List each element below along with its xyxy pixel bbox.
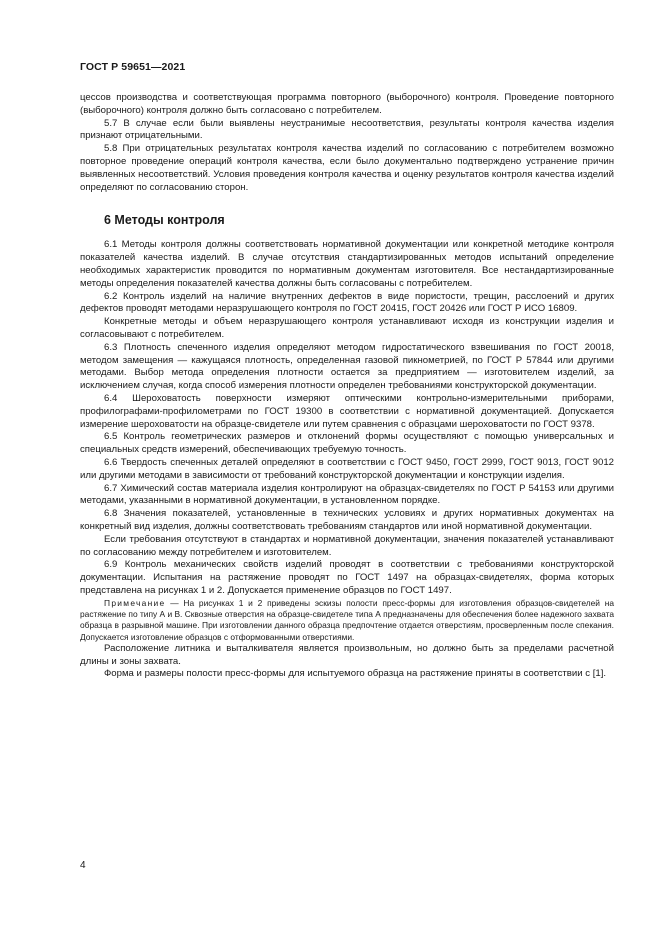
paragraph-gate-location: Расположение литника и выталкивателя является произвольным, но должно быть за пределами расчетной длины и зоны захвата. — [80, 642, 614, 667]
page-number: 4 — [80, 860, 86, 871]
note-text: — На рисунках 1 и 2 приведены эскизы полости пресс-формы для изготовления образцов-свидетелей на растяжение по типу А и В. Сквозные отверстия на образце-свидетеле типа А предназначены для обеспечения более надежного захвата образца в разрывной машине. При изготовлении данного образца предпочтение отдается отверстиям, просверленным после спекания. Допускается изготовление образцов с отформованными отверстиями. — [80, 597, 614, 642]
paragraph-6-5: 6.5 Контроль геометрических размеров и отклонений формы осуществляют с помощью универсальных и специальных средств измерений, обеспечивающих требуемую точность. — [80, 431, 614, 456]
paragraph-mold-shape: Форма и размеры полости пресс-формы для испытуемого образца на растяжение приняты в соответствии с [1]. — [104, 668, 607, 680]
paragraph-6-4: 6.4 Шероховатость поверхности измеряют оптическими контрольно-измерительными приборами, профилографами-профилометрами по ГОСТ 19300 в соответствии с нормативной документацией. Допускается измерение шероховатости на образце-свидетеле или путем сравнения с образцами шероховатости по ГОСТ 9378. — [80, 392, 614, 430]
document-body — [80, 92, 614, 681]
paragraph-6-2: 6.2 Контроль изделий на наличие внутренних дефектов в виде пористости, трещин, расслоений и других дефектов проводят методами неразрушающего контроля по ГОСТ 20415, ГОСТ 20426 или ГОСТ Р ИСО 16809. — [80, 290, 614, 315]
paragraph-6-9: 6.9 Контроль механических свойств изделий проводят в соответствии с требованиями конструкторской документации. Испытания на растяжение проводят по ГОСТ 1497 на образцах-свидетелях, форма которых представлена на рисунках 1 и 2. Допускается применение образцов по ГОСТ 1497. — [80, 559, 614, 596]
document-header: ГОСТ Р 59651—2021 — [80, 61, 186, 73]
paragraph-6-8: 6.8 Значения показателей, установленные в технических условиях и других нормативных документах на конкретный вид изделия, должны соответствовать требованиям стандартов или иной нормативной документации. — [80, 508, 614, 532]
paragraph-5-7: 5.7 В случае если были выявлены неустранимые несоответствия, результаты контроля качества изделия признают отрицательными. — [80, 117, 614, 142]
paragraph-6-7: 6.7 Химический состав материала изделия контролируют на образцах-свидетелях по ГОСТ Р 54153 или другими методами, указанными в нормативной документации, в установленном порядке. — [80, 482, 614, 507]
paragraph-continuation: цессов производства и соответствующая программа повторного (выборочного) контроля. Проведение повторного (выборочного) контроля должно быть согласовано с потребителем. — [80, 92, 614, 116]
note — [80, 598, 614, 643]
paragraph-6-1: 6.1 Методы контроля должны соответствовать нормативной документации или конкретной методике контроля показателей качества изделий. В случае отсутствия стандартизированных методов испытаний определение необходимых характеристик проводится по нормативным документам изготовителя. Все нестандартизированные методы определения показателей качества должны быть согласованы с потребителем. — [80, 239, 614, 289]
paragraph-6-2-cont: Конкретные методы и объем неразрушающего контроля устанавливают исходя из конструкции изделия и согласовывают с потребителем. — [80, 316, 614, 340]
paragraph-5-8: 5.8 При отрицательных результатах контроля качества изделий по согласованию с потребителем возможно повторное проведение операций контроля качества, если было документально подтверждено устранение причин выявленных несоответствий. Условия проведения контроля качества и оценку результатов контроля качества изделий определяют по согласованию сторон. — [80, 143, 614, 193]
paragraph-6-6: 6.6 Твердость спеченных деталей определяют в соответствии с ГОСТ 9450, ГОСТ 2999, ГОСТ 9013, ГОСТ 9012 или другими методами в зависимости от требований конструкторской документации и конструкции изделия. — [80, 456, 614, 481]
note-label: Примечание — [104, 597, 166, 608]
section-title: 6 Методы контроля — [104, 213, 225, 228]
paragraph-6-8-cont: Если требования отсутствуют в стандартах и нормативной документации, значения показателей устанавливают по согласованию между потребителем и изготовителем. — [80, 533, 614, 558]
paragraph-6-3: 6.3 Плотность спеченного изделия определяют методом гидростатического взвешивания по ГОСТ 20018, методом замещения — кажущаяся плотность, определенная газовой пикнометрией, по ГОСТ Р 57844 или другими методами. Выбор метода определения плотности остается за предприятием — изготовителем изделий, за исключением случая, когда способ измерения плотности определен требованиями конструкторской документации. — [80, 341, 614, 392]
